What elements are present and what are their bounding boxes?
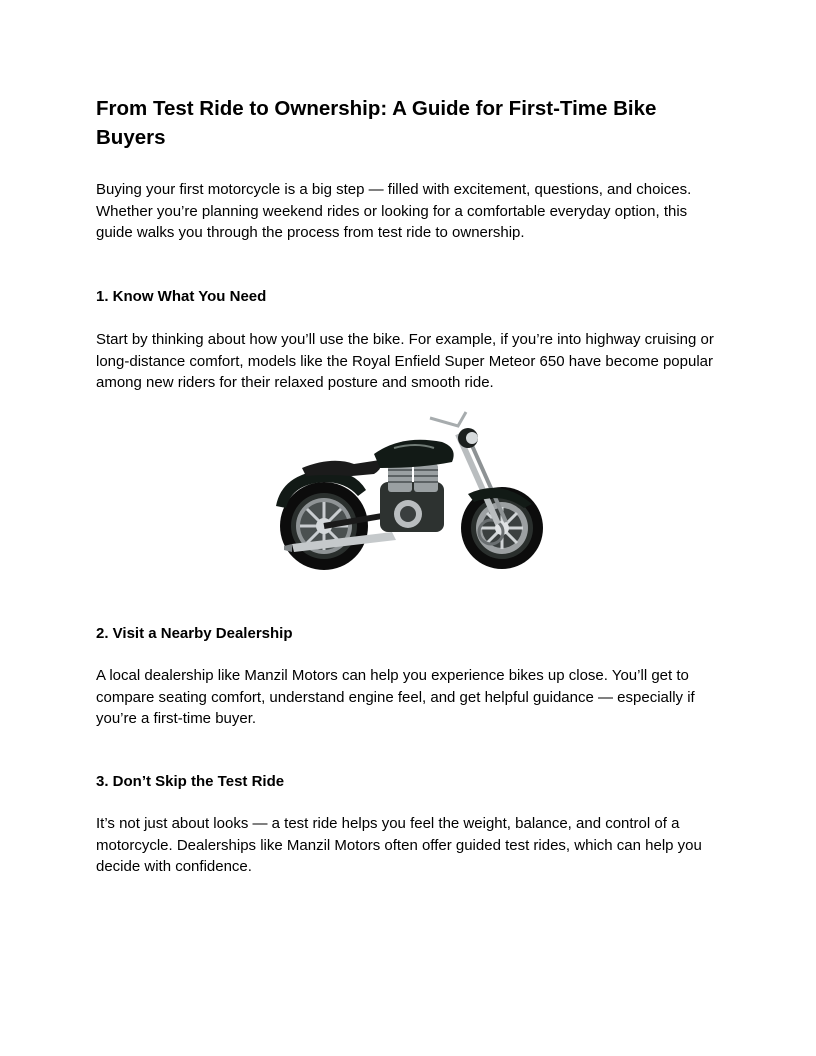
engine — [380, 464, 444, 532]
motorcycle-icon — [262, 404, 552, 580]
section-heading-visit-dealership: 2. Visit a Nearby Dealership — [96, 625, 293, 642]
section-heading-know-what-you-need: 1. Know What You Need — [96, 288, 267, 305]
motorcycle-image — [262, 404, 552, 580]
section-body-know-what-you-need: Start by thinking about how you’ll use the bike. For example, if you’re into highway cruising or long-distance comfort, models like the Royal Enfield Super Meteor 650 have become popular among new riders for their relaxed posture and smooth ride. — [96, 331, 714, 391]
intro-paragraph: Buying your first motorcycle is a big step — filled with excitement, questions, and choices. Whether you’re planning weekend rides or looking for a comfortable everyday option, this guide walks you through the process from test ride to ownership. — [96, 181, 692, 241]
section-body-visit-dealership: A local dealership like Manzil Motors can help you experience bikes up close. You’ll get to compare seating comfort, understand engine feel, and get helpful guidance — especially if you’re a first-time buyer. — [96, 667, 695, 727]
section-body-test-ride: It’s not just about looks — a test ride helps you feel the weight, balance, and control of a motorcycle. Dealerships like Manzil Motors often offer guided test rides, which can help you decide with confidence. — [96, 815, 702, 875]
document-title: From Test Ride to Ownership: A Guide for First-Time Bike Buyers — [96, 97, 657, 149]
section-heading-test-ride: 3. Don’t Skip the Test Ride — [96, 773, 285, 790]
